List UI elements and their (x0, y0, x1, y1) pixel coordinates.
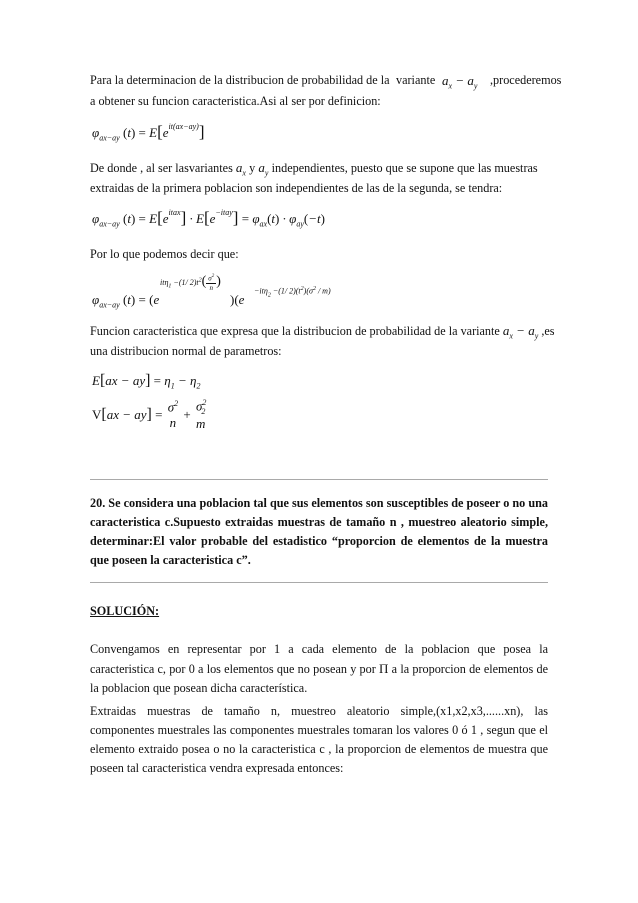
variant-expression: $a_x - a_y$ (442, 73, 478, 91)
equation-expectation: $E[ax - ay] = \eta_1 - \eta_2$ (92, 372, 201, 391)
solution-paragraph-2: Extraidas muestras de tamaño n, muestreo aleatorio simple,(x1,x2,x3,......xn), las componentes muestrales las componentes muestrales tomaran los valores 0 ó 1 , segun que el elemento extraido posea o no la caracteristica c , la proporcion de elementos de muestra que poseen tal caracteristica vendra expresada entonces: (90, 704, 548, 775)
intro-line2-text: a obtener su funcion caracteristica.Asi al ser por definicion: (90, 94, 381, 108)
solution-p1-a: Convengamos en representar por 1 a cada elemento de la poblacion que posea la caracteristica c, por 0 a los elementos que no posean y por (90, 642, 548, 676)
solution-p1-b: a la proporcion de elementos de la poblacion que posean dicha característica. (90, 662, 548, 695)
equation-product: $\varphi_{ax-ay}$ $(t) = E[e^{itax}] \cdot E[e^{-itay}] = \varphi_{ax}(t) \cdot \varphi_{ay}(-t)$ (92, 207, 325, 229)
variant-ay: $a_y$ (258, 160, 269, 178)
normal-line1-b: ,es (541, 324, 555, 338)
intro-procederemos: ,procederemos (490, 73, 562, 87)
normal-line1-a: Funcion caracteristica que expresa que la distribucion de probabilidad de la variante (90, 324, 500, 338)
independence-line1-a: De donde , al ser lasvariantes (90, 161, 233, 175)
independence-line1-c: independientes, puesto que se supone que las muestras (271, 161, 538, 175)
pi-symbol: Π (379, 661, 389, 676)
variant-expression-2: $a_x - a_y$ (502, 323, 539, 341)
separator-top (90, 479, 548, 480)
normal-distribution-paragraph (90, 320, 555, 362)
intro-line1-text: Para la determinacion de la distribucion de probabilidad de la (90, 73, 390, 87)
solution-paragraph-1 (90, 640, 548, 698)
independence-line2: extraidas de la primera poblacion son independientes de las de la segunda, se tendra: (90, 181, 503, 195)
intro-variante-label: variante (396, 73, 436, 87)
conclusion-lead: Por lo que podemos decir que: (90, 247, 239, 261)
independence-paragraph (90, 157, 548, 199)
separator-bottom (90, 582, 548, 583)
intro-paragraph (90, 70, 562, 112)
variant-ax: $a_x$ (235, 160, 246, 178)
equation-variance: V[ax − ay] = $\sigma^2$ n + $\sigma^2_2$ m (92, 398, 207, 431)
equation-definition: $\varphi_{ax-ay}$ $(t) = E[e^{it(ax-ay)}]$ (92, 121, 205, 143)
problem-statement: 20. Se considera una poblacion tal que sus elementos son susceptibles de poseer o no una caracteristica c.Supuesto extraidas muestras de tamaño n , muestreo aleatorio simple, determinar:El valor probable del estadistico “proporcion de elementos de la muestra que poseen la caracteristica c”. (90, 496, 548, 567)
document-page: Para la determinacion de la distribucion de probabilidad de la variante $a_x - a_y$ ,procederemos a obtener su funcion caracteristica.Asi al ser por definicion: $\varphi_{ax-ay}$ $(t) = E[e^{it(ax-ay)}]$ De donde , al ser lasvariantes $a_x$ y $a_y$ independientes, puesto que se supone que las muestras extraidas de la primera poblacion son independientes de las de la segunda, se tendra: $\varphi_{ax-ay}$ $(t) = E[e^{itax}] \cdot E[e^{-itay}] = \varphi_{ax}(t) \cdot \varphi_{ay}(-t)$ Por lo que podemos decir que: $\varphi_{ax-ay}$ (t) = (e itη$_1$ −(1/ $2)t^2$( $\frac{\sigma^2}{n}$ ) )(e −itη$_2$ −(1/ $2)(t^2)(\sigma^2 / m)$ Funcion caracteristica que expresa que la distribucion de probabilidad de la variante $a_x - a_y$ ,es una distribucion normal de parametros: $E[ax - ay] = \eta_1 - \eta_2$ V[ax − ay] = $\sigma^2$ n + $\sigma^2_2$ m 20. Se considera una poblacion tal que sus elementos son susceptibles de poseer o no una caracteristica c.Supuesto extraidas muestras de tamaño n , muestreo aleatorio simple, determinar:El valor probable del estadistico “proporcion de elementos de la muestra que poseen la caracteristica c”. SOLUCIÓN: Convengamos en representar por 1 a cada elemento de la poblacion que posea la caracteristica c, por 0 a los elementos que no posean y por Π a la proporcion de elementos de la poblacion que posean dicha característica. Extraidas muestras de tamaño n, muestreo aleatorio simple,(x1,x2,x3,......xn), las componentes muestrales las componentes muestrales tomaran los valores 0 ó 1 , segun que el elemento extraido posea o no la caracteristica c , la proporcion de elementos de muestra que poseen tal caracteristica vendra expresada entonces: (0, 0, 638, 903)
normal-line2: una distribucion normal de parametros: (90, 344, 282, 358)
independence-y: y (249, 161, 256, 175)
solution-title: SOLUCIÓN: (90, 604, 160, 618)
